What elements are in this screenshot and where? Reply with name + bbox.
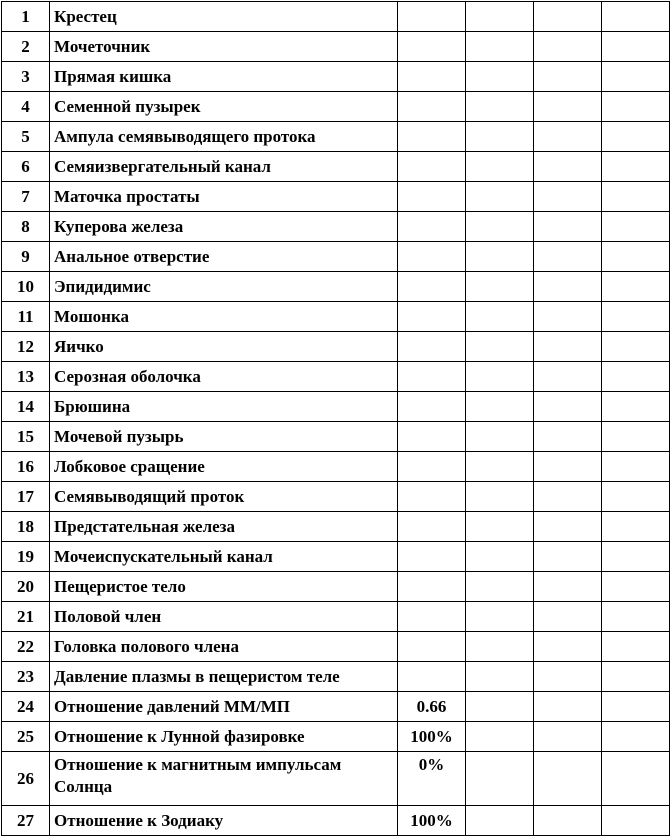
row-value	[398, 242, 466, 272]
empty-cell	[466, 482, 534, 512]
empty-cell	[466, 62, 534, 92]
empty-cell	[534, 212, 602, 242]
row-label: Маточка простаты	[50, 182, 398, 212]
row-number: 9	[2, 242, 50, 272]
empty-cell	[466, 632, 534, 662]
row-value	[398, 302, 466, 332]
empty-cell	[534, 92, 602, 122]
row-number: 3	[2, 62, 50, 92]
row-label: Половой член	[50, 602, 398, 632]
row-number: 17	[2, 482, 50, 512]
empty-cell	[602, 302, 670, 332]
empty-cell	[466, 692, 534, 722]
empty-cell	[602, 722, 670, 752]
table-row	[2, 542, 670, 572]
empty-cell	[466, 806, 534, 836]
empty-cell	[602, 512, 670, 542]
row-number: 12	[2, 332, 50, 362]
row-value: 0%	[398, 752, 466, 806]
empty-cell	[602, 572, 670, 602]
row-label: Мочеточник	[50, 32, 398, 62]
row-value: 0.66	[398, 692, 466, 722]
empty-cell	[466, 182, 534, 212]
table-body	[2, 2, 670, 836]
table-row	[2, 482, 670, 512]
row-number: 25	[2, 722, 50, 752]
row-label: Лобковое сращение	[50, 452, 398, 482]
empty-cell	[602, 632, 670, 662]
empty-cell	[602, 602, 670, 632]
row-label: Отношение к магнитным импульсам Солнца	[50, 752, 398, 806]
empty-cell	[602, 662, 670, 692]
row-value	[398, 602, 466, 632]
row-number: 20	[2, 572, 50, 602]
table-row	[2, 392, 670, 422]
empty-cell	[534, 182, 602, 212]
table-row	[2, 332, 670, 362]
empty-cell	[534, 422, 602, 452]
empty-cell	[534, 752, 602, 806]
empty-cell	[466, 542, 534, 572]
empty-cell	[466, 752, 534, 806]
row-label: Отношение к Лунной фазировке	[50, 722, 398, 752]
row-value	[398, 542, 466, 572]
empty-cell	[466, 332, 534, 362]
table-row	[2, 512, 670, 542]
empty-cell	[466, 92, 534, 122]
row-value: 100%	[398, 722, 466, 752]
row-label: Прямая кишка	[50, 62, 398, 92]
empty-cell	[534, 722, 602, 752]
empty-cell	[602, 32, 670, 62]
row-label: Пещеристое тело	[50, 572, 398, 602]
empty-cell	[466, 362, 534, 392]
empty-cell	[466, 722, 534, 752]
table-row	[2, 806, 670, 836]
empty-cell	[466, 32, 534, 62]
row-value: 100%	[398, 806, 466, 836]
row-number: 14	[2, 392, 50, 422]
empty-cell	[602, 392, 670, 422]
empty-cell	[534, 242, 602, 272]
row-value	[398, 362, 466, 392]
empty-cell	[602, 752, 670, 806]
row-label: Ампула семявыводящего протока	[50, 122, 398, 152]
row-value	[398, 2, 466, 32]
empty-cell	[602, 242, 670, 272]
empty-cell	[602, 452, 670, 482]
row-value	[398, 482, 466, 512]
row-value	[398, 452, 466, 482]
empty-cell	[602, 422, 670, 452]
empty-cell	[602, 482, 670, 512]
table-row	[2, 92, 670, 122]
empty-cell	[602, 2, 670, 32]
empty-cell	[534, 392, 602, 422]
row-label: Куперова железа	[50, 212, 398, 242]
empty-cell	[534, 362, 602, 392]
row-value	[398, 212, 466, 242]
row-number: 18	[2, 512, 50, 542]
row-number: 24	[2, 692, 50, 722]
empty-cell	[534, 632, 602, 662]
row-value	[398, 122, 466, 152]
table-row	[2, 122, 670, 152]
empty-cell	[466, 302, 534, 332]
row-label: Отношение давлений ММ/МП	[50, 692, 398, 722]
empty-cell	[534, 572, 602, 602]
empty-cell	[534, 512, 602, 542]
table-row	[2, 182, 670, 212]
row-value	[398, 32, 466, 62]
row-number: 13	[2, 362, 50, 392]
empty-cell	[534, 692, 602, 722]
row-number: 15	[2, 422, 50, 452]
row-label: Крестец	[50, 2, 398, 32]
empty-cell	[534, 482, 602, 512]
empty-cell	[534, 602, 602, 632]
organ-table	[1, 1, 670, 836]
table-row	[2, 62, 670, 92]
empty-cell	[534, 272, 602, 302]
row-value	[398, 152, 466, 182]
row-label: Семенной пузырек	[50, 92, 398, 122]
empty-cell	[466, 602, 534, 632]
table-row	[2, 302, 670, 332]
empty-cell	[534, 62, 602, 92]
row-number: 7	[2, 182, 50, 212]
row-value	[398, 512, 466, 542]
empty-cell	[602, 122, 670, 152]
row-number: 21	[2, 602, 50, 632]
row-value	[398, 182, 466, 212]
empty-cell	[466, 662, 534, 692]
empty-cell	[466, 572, 534, 602]
row-number: 8	[2, 212, 50, 242]
table-row	[2, 692, 670, 722]
row-label: Предстательная железа	[50, 512, 398, 542]
table-row	[2, 362, 670, 392]
empty-cell	[602, 182, 670, 212]
table-row	[2, 722, 670, 752]
empty-cell	[534, 662, 602, 692]
empty-cell	[602, 362, 670, 392]
row-label: Мочеиспускательный канал	[50, 542, 398, 572]
empty-cell	[602, 272, 670, 302]
row-label: Отношение к Зодиаку	[50, 806, 398, 836]
row-value	[398, 662, 466, 692]
table-row	[2, 602, 670, 632]
empty-cell	[534, 152, 602, 182]
table-row	[2, 662, 670, 692]
table-row	[2, 422, 670, 452]
empty-cell	[466, 2, 534, 32]
row-label: Анальное отверстие	[50, 242, 398, 272]
empty-cell	[534, 452, 602, 482]
row-number: 11	[2, 302, 50, 332]
empty-cell	[466, 452, 534, 482]
empty-cell	[466, 422, 534, 452]
empty-cell	[466, 212, 534, 242]
row-value	[398, 632, 466, 662]
row-number: 23	[2, 662, 50, 692]
row-value	[398, 392, 466, 422]
row-label: Брюшина	[50, 392, 398, 422]
row-number: 16	[2, 452, 50, 482]
table-row	[2, 32, 670, 62]
row-number: 19	[2, 542, 50, 572]
row-value	[398, 572, 466, 602]
empty-cell	[466, 392, 534, 422]
row-label: Яичко	[50, 332, 398, 362]
empty-cell	[602, 332, 670, 362]
empty-cell	[602, 152, 670, 182]
empty-cell	[602, 62, 670, 92]
table-row	[2, 2, 670, 32]
row-label: Семяизвергательный канал	[50, 152, 398, 182]
table-row	[2, 752, 670, 806]
row-label: Давление плазмы в пещеристом теле	[50, 662, 398, 692]
row-number: 27	[2, 806, 50, 836]
row-number: 26	[2, 752, 50, 806]
empty-cell	[466, 152, 534, 182]
empty-cell	[534, 32, 602, 62]
row-number: 2	[2, 32, 50, 62]
table-row	[2, 272, 670, 302]
row-value	[398, 332, 466, 362]
row-number: 4	[2, 92, 50, 122]
empty-cell	[534, 332, 602, 362]
empty-cell	[466, 272, 534, 302]
empty-cell	[466, 122, 534, 152]
empty-cell	[466, 242, 534, 272]
row-value	[398, 422, 466, 452]
table-row	[2, 572, 670, 602]
row-value	[398, 62, 466, 92]
row-number: 22	[2, 632, 50, 662]
row-number: 5	[2, 122, 50, 152]
empty-cell	[534, 122, 602, 152]
table-row	[2, 632, 670, 662]
empty-cell	[602, 542, 670, 572]
row-label: Семявыводящий проток	[50, 482, 398, 512]
row-label: Серозная оболочка	[50, 362, 398, 392]
empty-cell	[534, 302, 602, 332]
table-row	[2, 452, 670, 482]
row-label: Эпидидимис	[50, 272, 398, 302]
row-label: Головка полового члена	[50, 632, 398, 662]
row-label: Мочевой пузырь	[50, 422, 398, 452]
row-label: Мошонка	[50, 302, 398, 332]
empty-cell	[602, 806, 670, 836]
empty-cell	[602, 212, 670, 242]
table-row	[2, 152, 670, 182]
row-number: 6	[2, 152, 50, 182]
row-value	[398, 92, 466, 122]
empty-cell	[602, 92, 670, 122]
row-number: 10	[2, 272, 50, 302]
empty-cell	[534, 806, 602, 836]
empty-cell	[534, 2, 602, 32]
row-value	[398, 272, 466, 302]
empty-cell	[534, 542, 602, 572]
table-row	[2, 212, 670, 242]
row-number: 1	[2, 2, 50, 32]
table-row	[2, 242, 670, 272]
empty-cell	[466, 512, 534, 542]
empty-cell	[602, 692, 670, 722]
